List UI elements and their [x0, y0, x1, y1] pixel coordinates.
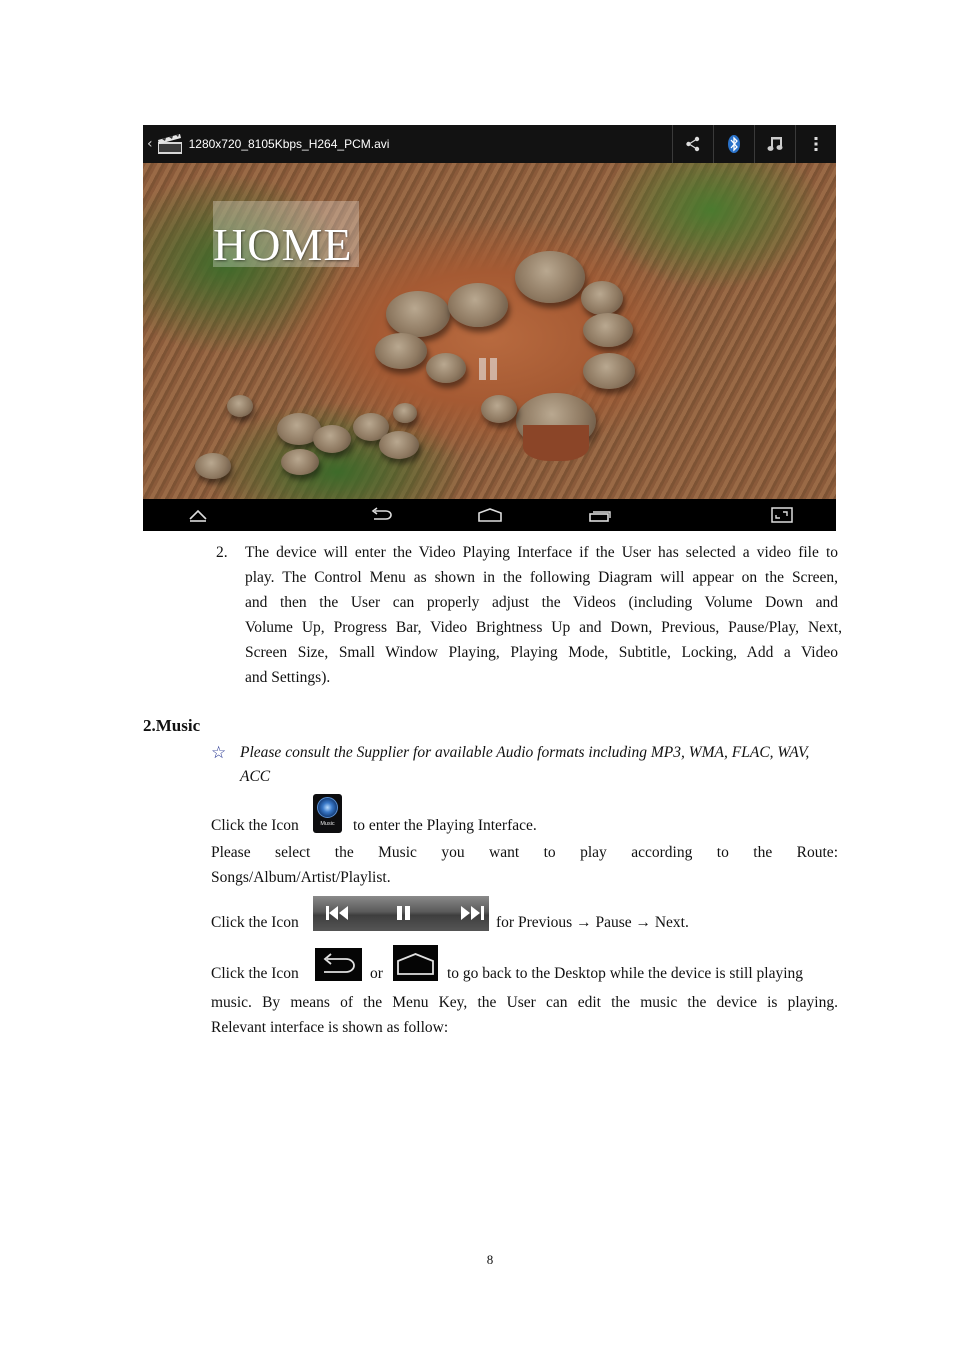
line5: music. By means of the Menu Key, the User can edit the music the device is playing. — [211, 994, 838, 1011]
page-number: 8 — [486, 1252, 494, 1267]
line4-or: or — [370, 965, 383, 982]
video-player-screenshot — [143, 125, 836, 531]
list-line-4: Volume Up, Progress Bar, Video Brightness Up and Down, Previous, Pause/Play, Next, — [245, 619, 842, 636]
star-icon: ☆ — [211, 743, 227, 763]
list-line-6: and Settings). — [245, 669, 331, 686]
line2b: Songs/Album/Artist/Playlist. — [211, 869, 391, 886]
overflow-menu-icon[interactable] — [795, 125, 836, 163]
line4-after: to go back to the Desktop while the device is still playing — [447, 965, 804, 982]
line4-before: Click the Icon — [211, 965, 299, 982]
player-top-bar — [143, 125, 836, 163]
back-chevron-icon[interactable]: ‹ — [147, 136, 153, 152]
audio-format-note: Please consult the Supplier for available Audio formats including MP3, WMA, FLAC, WAV, ACC — [240, 744, 810, 785]
line1-before: Click the Icon — [211, 817, 299, 834]
transport-controls-icon — [313, 896, 489, 931]
list-line-5: Screen Size, Small Window Playing, Playing Mode, Subtitle, Locking, Add a Video — [245, 644, 838, 661]
bluetooth-icon[interactable] — [713, 125, 754, 163]
home-button-icon[interactable] — [393, 945, 438, 981]
clapperboard-icon — [157, 133, 183, 155]
back-icon[interactable] — [369, 507, 393, 528]
video-filename: 1280x720_8105Kbps_H264_PCM.avi — [188, 137, 390, 151]
line3-before: Click the Icon — [211, 914, 299, 931]
back-button-icon[interactable] — [315, 948, 362, 981]
screenshot-icon[interactable] — [771, 507, 793, 528]
list-line-2: play. The Control Menu as shown in the following Diagram will appear on the Screen, — [245, 569, 838, 586]
recents-icon[interactable] — [588, 507, 612, 528]
pause-indicator-icon[interactable] — [479, 358, 499, 380]
list-line-1: The device will enter the Video Playing Interface if the User has selected a video file to — [245, 544, 838, 561]
previous-icon[interactable] — [326, 905, 350, 926]
list-line-3: and then the User can properly adjust the Videos (including Volume Down and — [245, 594, 838, 611]
section-title: 2.Music — [143, 716, 201, 735]
video-frame — [143, 163, 836, 499]
line2a: Please select the Music you want to play according to the Route: — [211, 844, 838, 861]
line1-after: to enter the Playing Interface. — [353, 817, 537, 834]
pause-icon[interactable] — [397, 905, 411, 926]
music-app-icon[interactable] — [313, 794, 342, 833]
music-note-icon[interactable] — [754, 125, 795, 163]
system-navigation-bar — [143, 499, 836, 531]
next-icon[interactable] — [460, 905, 484, 926]
share-icon[interactable] — [672, 125, 713, 163]
home-overlay-text: HOME — [213, 219, 353, 270]
list-number: 2. — [216, 544, 228, 561]
line3-after: for Previous → Pause → Next. — [496, 914, 689, 931]
home-icon[interactable] — [478, 507, 502, 528]
up-chevron-icon[interactable] — [188, 507, 208, 528]
line6: Relevant interface is shown as follow: — [211, 1019, 449, 1036]
music-app-icon-label: Music — [320, 821, 335, 827]
